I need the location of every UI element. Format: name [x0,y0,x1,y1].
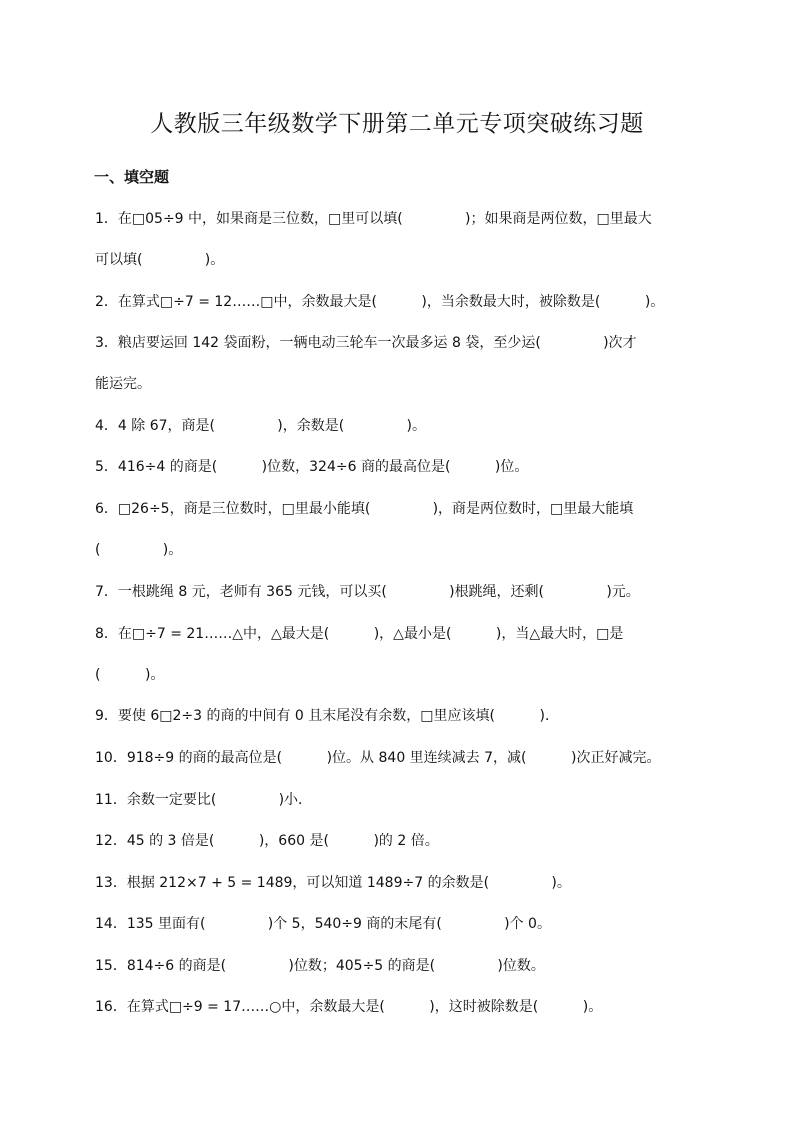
question-line: 5．416÷4 的商是( )位数，324÷6 商的最高位是( )位。 [95,459,529,475]
question-line: 12．45 的 3 倍是( )，660 是( )的 2 倍。 [95,833,439,849]
question-line: 9．要使 6□2÷3 的商的中间有 0 且末尾没有余数，□里应该填( )． [95,708,559,724]
question-line: 16．在算式□÷9 = 17……○中，余数最大是( )，这时被除数是( )。 [95,999,603,1015]
question-line: 能运完。 [95,376,151,392]
question-line: ( )。 [95,542,183,558]
question-line: 11．余数一定要比( )小． [95,792,313,808]
question-line: 10．918÷9 的商的最高位是( )位。从 840 里连续减去 7，减( )次正好减完。 [95,750,661,766]
question-line: 14．135 里面有( )个 5，540÷9 商的末尾有( )个 0。 [95,916,551,932]
section-heading: 一、填空题 [94,168,170,186]
question-line: 可以填( )。 [95,252,225,268]
question-line: 1．在□05÷9 中，如果商是三位数，□里可以填( )；如果商是两位数，□里最大 [95,211,652,227]
question-line: 3．粮店要运回 142 袋面粉，一辆电动三轮车一次最多运 8 袋，至少运( )次才 [95,335,637,351]
question-line: 13．根据 212×7 + 5 = 1489，可以知道 1489÷7 的余数是( )。 [95,875,571,891]
question-line: 4．4 除 67，商是( )，余数是( )。 [95,418,426,434]
question-line: 2．在算式□÷7 = 12……□中，余数最大是( )，当余数最大时，被除数是( )。 [95,294,665,310]
question-line: 8．在□÷7 = 21……△中，△最大是( )，△最小是( )，当△最大时，□是 [95,626,624,642]
question-line: ( )。 [95,667,165,683]
page-title: 人教版三年级数学下册第二单元专项突破练习题 [150,111,644,137]
question-line: 6．□26÷5，商是三位数时，□里最小能填( )，商是两位数时，□里最大能填 [95,501,634,517]
question-line: 7．一根跳绳 8 元，老师有 365 元钱，可以买( )根跳绳，还剩( )元。 [95,584,640,600]
question-line: 15．814÷6 的商是( )位数；405÷5 的商是( )位数。 [95,958,545,974]
